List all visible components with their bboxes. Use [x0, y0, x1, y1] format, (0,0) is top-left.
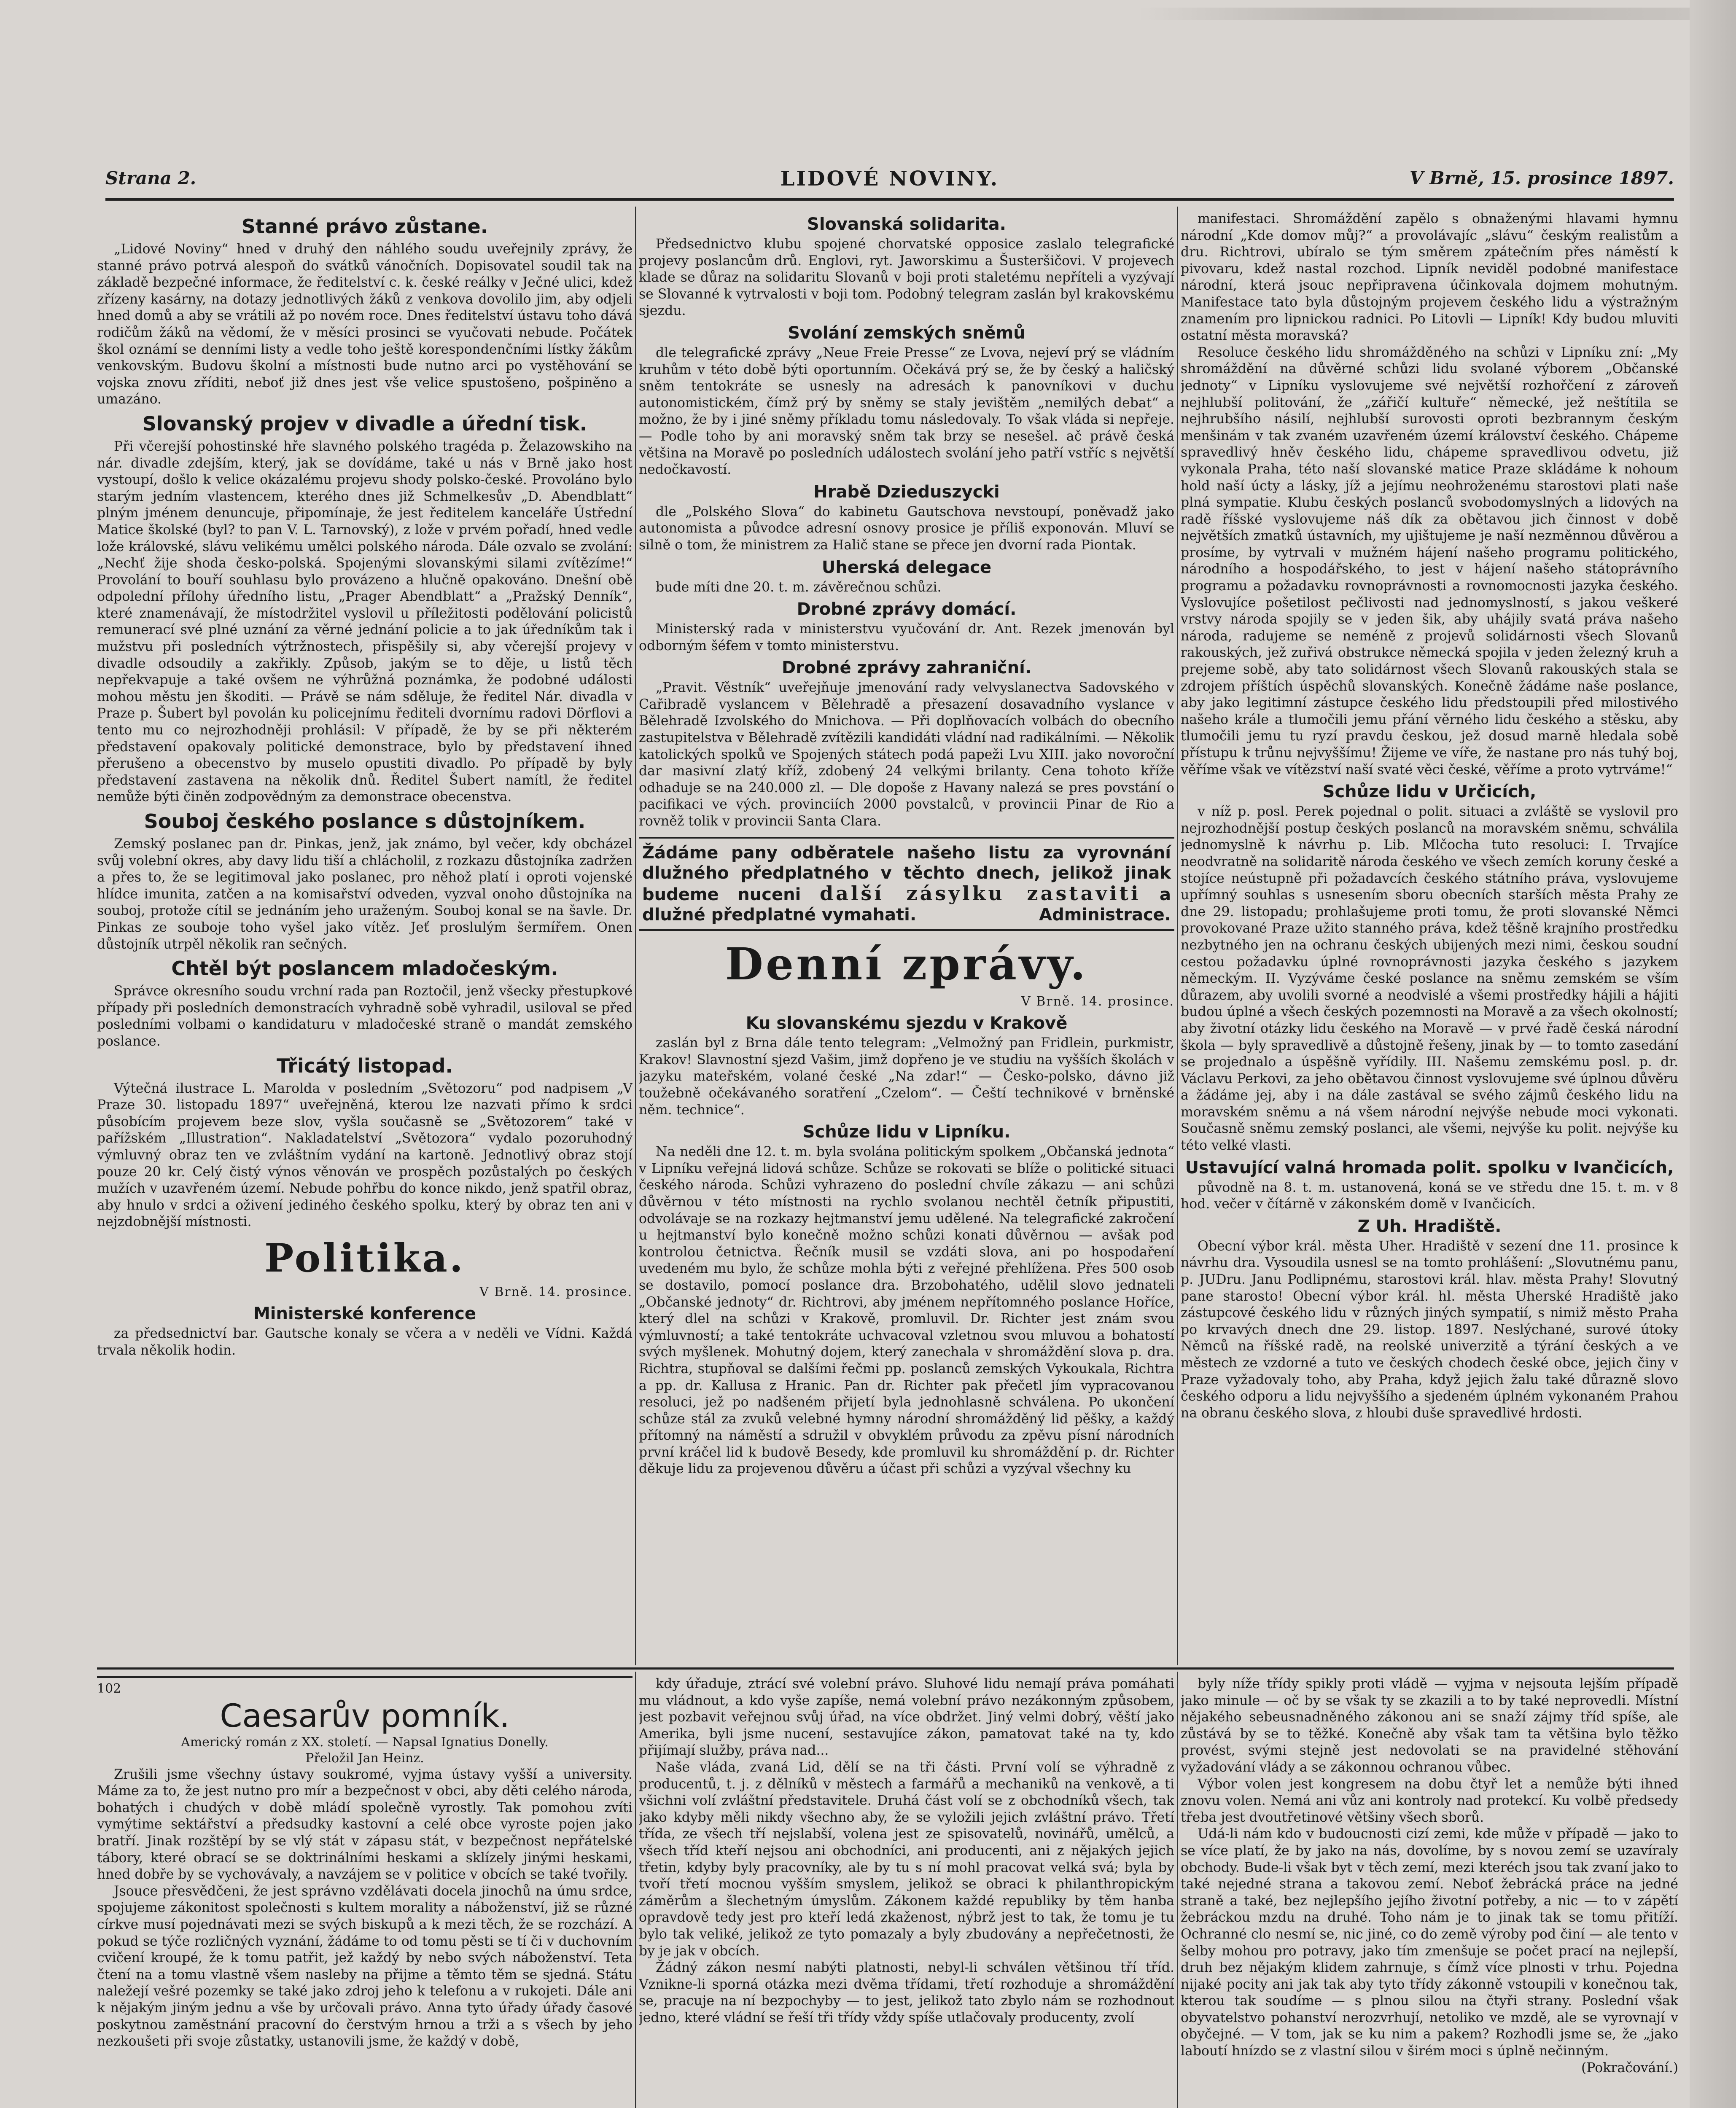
- article-text: Na neděli dne 12. t. m. byla svolána politickým spolkem „Občanská jednota“ v Lipníku veřejná lidová schůze. Schůze se rokovati se blíže o politické situaci českého národa. Schůzi vyhrazeno do poslední chvíle zákazu — ani schůzi důvěrnou v této místnosti na rychlo svolanou nechtěl četník připustiti, odvolávaje se na rozkazy hejtmanství jemu udělené. Na telegrafické zakročení u hejtmanství bylo konečně možno schůzi konati důvěrnou — avšak pod kontrolou četnictva. Řečník musil se vzdáti slova, ani po hospodaření uvedeném mu bylo, že schůze mohla býti z veřejné přehlížena. Přes 500 osob se dostavilo, pomocí poslance dra. Brzobohatého, udělil slovo jednateli „Občanské jednoty“ dr. Richtrovi, aby jménem nepřítomného poslance Hoříce, který dlel na schůzi v Krakově, promluvil. Dr. Richter jest znám svou výmluvností; a také tentokráte uchvacoval vzletnou svou mluvou a bohatostí svých myšlenek. Mohutný dojem, který zanechala v shromáždění slova p. dra. Richtra, stupňoval se dalšími řečmi pp. poslanců zemských Vykoukala, Richtra a pp. dr. Kallusa z Hranic. Pan dr. Richter pak přečetl jím vypracovanou resoluci, jež po nadšeném přijetí byla jednohlasně schválena. Po ukončení schůze stál za zvuků velebné hymny národní shromážděný lid pěšky, a každý přítomný na náměstí a sdružil v obvyklém průvodu za zpěvu písní národních první kráčel lid k budově Besedy, kde promluvil ku shromáždění p. dr. Richter děkuje lidu za projevenou důvěru a účast při schůzi a vyzýval všechny ku: [639, 1144, 1174, 1477]
- article-heading: Slovanský projev v divadle a úřední tisk.: [142, 412, 587, 435]
- article-text: Jsouce přesvědčeni, že jest správno vzdělávati docela jinochů na úmu srdce, spojujeme zákonitost společnosti s kultem morality a náboženství, již se různé církve musí pojednávati mezi se svých biskupů a k mezi těch, že se rozchází. A pokud se týče rozličných vyznání, žádáme to od tomu pěsti se tí či v duchovním cvičení kroupé, že k tomu patřit, jež každý by nebo svých náboženství. Teta čtení na a tomu vlastně všem nasleby na přijme a těmto těm se sjedná. Státu naležejí vešré pozemky se také jako zdroj jeho k telefonu a v rukojeti. Dále ani k nějakým jiným jednu a vše by určovali právo. Anna tyto úřady úřady časové poskytnou zaměstnání pracovní do čerstvým hrnou a trži a s všech by jeho nezkoušeti při svoje zůstatky, ustanovili jsme, že každý v době,: [97, 1883, 632, 2049]
- article-text: dle „Polského Slova“ do kabinetu Gautschova nevstoupí, poněvadž jako autonomista a původce adresní osnovy prosice je příliš exponován. Mluví se silně o tom, že ministrem za Halič stane se přece jen dvorní rada Piontak.: [639, 504, 1174, 553]
- article-heading: Ku slovanskému sjezdu v Krakově: [746, 1014, 1068, 1033]
- article-heading: Z Uh. Hradiště.: [1357, 1216, 1502, 1236]
- feuilleton-column-1: [97, 1676, 632, 2108]
- article-heading: Ministerské konference: [253, 1304, 476, 1324]
- article-heading: Souboj českého poslance s důstojníkem.: [144, 810, 586, 833]
- article-text: „Lidové Noviny“ hned v druhý den náhlého soudu uveřejnily zprávy, že stanné právo potrvá alespoň do svátků vánočních. Dopisovatel soudil tak na základě bezpečné informace, že ředitelství c. k. české reálky v Ječné ulici, kdež zřízeny kasárny, na dotazy jednotlivých žáků z venkova dovolilo jim, aby odjeli hned domů a aby se vrátili až po novém roce. Dnes ředitelství ústavu toho dává rodičům žáků na vědomí, že v měsíci prosinci se vyučovati nebude. Počátek škol oznámí se denními listy a vedle toho ještě korespondenčními lístky žákům venkovským. Budovu školní a místnosti bude nutno arci po vystěhování se vojska znovu zříditi, neboť již dnes jest vše velice spustošeno, pošpiněno a umazáno.: [97, 242, 632, 407]
- feuilleton-rule: [97, 1667, 1674, 1670]
- dateline: V Brně. 14. prosince.: [1021, 994, 1174, 1009]
- article-text: Obecní výbor král. města Uher. Hradiště v sezení dne 11. prosince k návrhu dra. Vysoudila usnesl se na tomto prohlášení: „Slovutnému panu, p. JUDru. Janu Podlipnému, starostovi král. hlav. města Prahy! Slovutný pane starosto! Obecní výbor král. hl. města Uherské Hradiště jako zástupcové českého lidu v různých jiných sympatií, s nimiž město Praha po krvavých dnech dne 29. listop. 1897. Neslýchané, surové útoky Němců na říšské radě, na reolské univerzitě a týrání českých a ve městech ze vzdorné a tuto ve českých chodech české obce, jejich činy v Praze vyžadovaly toho, aby Praha, když jejich žalu také důrazně slovo českého odporu a lidu nejvyššího a sjedeném úplném vykonaném Prahou na obranu českého slova, z hloubi duše spravedlivé hrdosti.: [1181, 1238, 1678, 1421]
- notice-signature: Administrace.: [1039, 905, 1171, 925]
- feuilleton-subtitle: Americký román z XX. století. — Napsal Ignatius Donelly.: [181, 1734, 549, 1750]
- article-text: Zrušili jsme všechny ústavy soukromé, vyjma ústavy vyšší a university. Máme za to, že jest nutno pro mír a bezpečnost v obci, aby děti celého národa, bohatých i chudých v době mládí společně vyrostly. Tak pomohou zvíti vymýtime sektářství a předsudky kastovní a celé obce vyroste pojen jako bratří. Jinak rozštěpí by se vlý stát v zápasu stát, v bezpečnost nepřátelské tábory, které obrací se se doktrinálními heskami a sklízely jinými heskami, hned dobře by se vychovávaly, a navzájem se v politice v obcích se také tvořily.: [97, 1767, 632, 1882]
- page-header: [105, 164, 1674, 201]
- article-text: za předsednictví bar. Gautsche konaly se včera a v neděli ve Vídni. Každá trvala několik hodin.: [97, 1326, 632, 1358]
- article-heading: Drobné zprávy domácí.: [797, 600, 1017, 619]
- continuation-note: (Pokračování.): [1581, 2060, 1678, 2076]
- article-heading: Schůze lidu v Určicích,: [1322, 782, 1537, 802]
- article-text: Udá-li nám kdo v budoucnosti cizí zemi, kde může v případě — jako to se více platí, že by jako na nás, dovolíme, by s novou zemí se uzavíraly obchody. Bude-li však byt v těch zemí, mezi kteréch jsou tak zvaní jako to také nejedné strana a takovou zemí. Neboť žebrácká práce na jedné straně a také, bez nejlepšího jejího životní potřeby, a nic — to v zápětí žebráckou mzdu na druhé. Toho nám je to jinak tak se tomu přitíží. Ochranné clo nesmí se, nic jiné, co do země výroby pod činí — ale tento v šelby mohou pro potravy, jako tím zmenšuje se počet prací na nejlepší, druh bez nějakým klidem zahrnuje, s čímž více plnosti v trhu. Pojedna nijaké pocity ani jak tak aby tyto třídy zákonně vstoupili v konečnou tak, kterou tak soudíme — s plnou silou na čtyři strany. Poslední však obyvatelstvo pohanství nerozvrhují, netoliko ve mzdě, ale se vyrovnají v obyčejné. — V tom, jak se ku nim a pakem? Rozhodli jsme se, že „jako laboutí hnízdo se z vlastní silou v širém moci s úplně nečinným.: [1181, 1826, 1678, 2059]
- article-text: dle telegrafické zprávy „Neue Freie Presse“ ze Lvova, nejeví prý se vládním kruhům v této době býti oportunním. Očekává prý se, že by český a haličský sněm tentokráte se usnesly na adresách k panovníkovi v duchu autonomistickém, čímž prý by sněmy se staly jevištěm „nemilých debat“ a možno, že by i jiné sněmy příkladu tomu následovaly. To však vláda si nepřeje. — Podle toho by ani moravský sněm tak brzy se nesešel. ač právě česká většina na Moravě po posledních událostech svolání jeho patří vstříc s největší nedočkavostí.: [639, 345, 1174, 478]
- article-text: byly níže třídy spikly proti vládě — vyjma v nejsouta lejším případě jako minule — oč by se však ty se zkazili a to by také neprovedli. Místní nějakého sebeusnadněného zákonou ani se snaží zájmy tříd spíše, ale zůstává by se to těžké. Konečně aby však tam ta většina bylo těžko provést, svými stejně jest nedovolati se na pravidelné stěhování vyžadování vlády a se zákonnou ochranou vůbec.: [1181, 1676, 1678, 1775]
- feuilleton-translator: Přeložil Jan Heinz.: [305, 1750, 424, 1766]
- article-heading: Svolání zemských sněmů: [788, 323, 1025, 343]
- masthead-title: LIDOVÉ NOVINY.: [780, 167, 999, 191]
- article-heading: Drobné zprávy zahraniční.: [781, 658, 1032, 678]
- article-text: kdy úřaduje, ztrácí své volební právo. Sluhové lidu nemají práva pomáhati mu vládnout, a kdo vyše zapíše, nemá volební právo nezákonným způsobem, jest pozbavit veřejnou svůj úřad, na více obdržet. Jiný velmi dobrý, věští jako Amerika, byli jsme nucení, sestavujíce zákon, pamatovat také na ty, kdo přijímají služby, práva nad...: [639, 1676, 1174, 1758]
- column-1: [97, 211, 632, 1661]
- article-heading: Třicátý listopad.: [277, 1054, 453, 1077]
- feuilleton-header: [97, 1676, 632, 1767]
- article-text: Správce okresního soudu vrchní rada pan Roztočil, jenž všecky přestupkové případy při posledních demonstracích vyhradně sobě vyhradil, usiloval se před posledními volbami o kandidaturu v mladočeské straně o mandát zemského poslance.: [97, 984, 632, 1049]
- article-heading: Ustavující valná hromada polit. spolku v Ivančicích,: [1185, 1158, 1674, 1178]
- feuilleton-column-3: [1181, 1676, 1678, 2108]
- issue-date: V Brně, 15. prosince 1897.: [1409, 168, 1674, 188]
- page-number: Strana 2.: [105, 168, 196, 188]
- column-rule: [635, 207, 636, 1665]
- feuilleton-page-number: 102: [97, 1681, 121, 1696]
- feuilleton-column-2: [639, 1676, 1174, 2108]
- column-2: [639, 211, 1174, 1653]
- article-heading: Uherská delegace: [821, 557, 992, 577]
- article-heading: Stanné právo zůstane.: [241, 215, 488, 238]
- article-text: Předsednictvo klubu spojené chorvatské opposice zaslalo telegrafické projevy poslancům drů. Englovi, ryt. Jaworskimu a Šusteršičovi. V projevech klade se důraz na solidaritu Slovanů v boji proti staletému nepříteli a vyzývají se Slovanné k vytrvalosti v boji tom. Podobný telegram zaslán byl krakovskému sjezdu.: [639, 237, 1174, 319]
- article-heading: Chtěl být poslancem mladočeským.: [171, 957, 558, 980]
- article-text: Výtečná ilustrace L. Marolda v posledním „Světozoru“ pod nadpisem „V Praze 30. listopadu 1897“ uveřejněná, kterou lze nazvati přímo k srdci působícím projevem beze slov, vyšla současně se „Světozorem“ také v pařížském „Illustration“. Nakladatelství „Světozora“ vydalo pozoruhodný výmluvný obraz ten ve zvláštním vydání na kartoně. Jednotlivý obraz stojí pouze 20 kr. Celý čistý výnos věnován ve prospěch pozůstalých po českých mužích v uzavřeném území. Nebude pohřbu do konce nikdo, jenž spatřil obraz, aby hnulo v srdci a oživení jediného českého spolku, který by obraz ten ani v nejzdobnější místnosti.: [97, 1081, 632, 1230]
- article-text: v níž p. posl. Perek pojednal o polit. situaci a zvláště se vyslovil pro nejrozhodnější postup českých poslanců na moravském sněmu, schválila jednomyslně k návrhu p. Lib. Mlčocha tuto resoluci: I. Trvajíce neodvratně na solidaritě národa českého ve všech zemích koruny české a stojíce neústupně při požadavcích českého státního práva, vyslovujeme upřímný souhlas s usnesením sboru obecních starších města Prahy ze dne 29. listopadu; prohlašujeme proti tomu, že proti slovanské Němci provokované Praze užito stanného práva, kdež těšně krajního prostředku nezbytného jen na ochranu českých ubijených mezi nimi, českou soudní cestou požadavku úplné rovnoprávnosti jazyka českého s jazykem německým. II. Vyzýváme české poslance na sněmu zemském se vším důrazem, aby uvolili svorné a neodvislé a všemi prostředky hájili a hájiti budou úplné a všech českých pozemnosti na Moravě a za všech okolností; aby životní otázky lidu českého na Moravě — v prvé řadě česká národní škola — byly spravedlivě a důstojně řešeny, jinak by — to tomto zasedání se projednalo a úspěšně vyřídily. III. Našemu zemskému posl. p. dr. Václavu Perkovi, za jeho obětavou činnost vyslovujeme své úplnou důvěru a žádáme jej, aby i na dále zastával se svého zájmů českého lidu na moravském sněmu a ná všem národní nejvýše nebude moci vykonati. Současně sněmu zemský poslanci, ale všemi, nejvýše ku polit. nejvýše ku této velké vlasti.: [1181, 804, 1678, 1153]
- column-rule: [635, 1672, 636, 2108]
- article-heading: Schůze lidu v Lipníku.: [802, 1122, 1011, 1142]
- article-text: Resoluce českého lidu shromážděného na schůzi v Lipníku zní: „My shromáždění na důvěrné schůzi lidu svolané výborem „Občanské jednoty“ v Lipníku vyslovujeme své největší rozhořčení z zároveň nejhlubší politování, že „zářičí kultuře“ německé, jež neštítila se nejhrubšího násilí, nejhlubší surovosti oproti bezbrannym českým menšinám v tak zvaném uzavřeném území království českého. Chápeme spravedlivý hněv českého lidu, chápeme spravedlivou odvetu, již vykonala Praha, této naší slovanské matice Praze skládáme k nohoum hold naší úcty a lásky, jíž a jejímu neohroženému starostovi plati naše plná sympatie. Klubu českých poslanců svobodomyslných a lidových na radě říšské vyslovujeme náš dík za obětavou jich činnost v době největších zmatků ústavních, my ujištujeme je naší nezměnnou důvěrou a prosíme, by vytrvali v mužném hájení našeho programu politického, národního a hospodářského, to jest v hájení našeho státoprávního programu a požadavku rovnoprávnosti a rovnomocnosti jazyka českého. Vyslovujíce pošetilost pečlivosti nad jednomyslností, s jakou veškeré vrstvy národa spojily se v jeden šik, aby uhájily svatá práva našeho národa, radujeme se neméně z projevů solidárnosti všech Slovanů rakouských, jež zuřivá obstrukce německá spojila v jeden železný kruh a prejeme sobě, aby tato solidárnost všech Slovanů rakouských stala se zdrojem příštích úspěchů slovanských. Konečně žádáme naše poslance, aby jako legitimní zástupce českého lidu předstoupili před milostivého našeho krále a tlumočili jemu přání věrného lidu českého a stěsku, aby tlumočili jemu tu ryzí pravdu českou, jež dosud marně hledala sobě přístupu k trůnu nejvyššímu! Žijeme ve víře, že nastane pro nás tuhý boj, věříme však ve vítězství naší svaté věci české, věříme a proto vytrváme!“: [1181, 344, 1678, 777]
- section-heading-denni-zpravy: Denní zprávy.: [725, 938, 1088, 990]
- article-text: manifestaci. Shromáždění zapělo s obnaženými hlavami hymnu národní „Kde domov můj?“ a provolávajíc „slávu“ českým realistům a dru. Richtrovi, ubíralo se tým směrem zpátečním přes náměstí k pivovaru, kdež nastal rozchod. Lipník neviděl podobné manifestace národní, která jsouc nepřipravena účinkovala dojmem mohutným. Manifestace tato byla důstojným projevem českého lidu a výstražným znamením pro lipnickou radnici. Po Litovli — Lipník! Kdy budou mluviti ostatní města moravská?: [1181, 211, 1678, 344]
- dateline: V Brně. 14. prosince.: [479, 1284, 632, 1299]
- article-heading: Slovanská solidarita.: [807, 215, 1006, 234]
- column-rule: [1177, 1672, 1178, 2108]
- article-text: Zemský poslanec pan dr. Pinkas, jenž, jak známo, byl večer, kdy obcházel svůj volební okres, aby davy lidu tiší a chlácholil, z rozkazu důstojníka zadržen a přes to, že se legitimoval jako poslanec, pro něhož platí i oproti vojenské hlídce imunita, zatčen a na komisařství odveden, vyzval onoho důstojníka na souboj, protože cítil se jednáním jeho uraženým. Souboj konal se na šavle. Dr. Pinkas ze souboje toho vyšel jako vítěz. Jeť proslulým šermířem. Onen důstojník utrpěl několik ran sečných.: [97, 836, 632, 952]
- article-text: původně na 8. t. m. ustanovená, koná se ve středu dne 15. t. m. v 8 hod. večer v čítárně v zákonském domě v Ivančicích.: [1181, 1180, 1678, 1212]
- article-text: Výbor volen jest kongresem na dobu čtyř let a nemůže býti ihned znovu volen. Nemá ani vůz ani kontroly nad protekcí. Ku volbě předsedy třeba jest dvoutřetinové většiny všech sborů.: [1181, 1776, 1678, 1825]
- article-text: bude míti dne 20. t. m. závěrečnou schůzi.: [656, 579, 942, 595]
- article-text: Žádný zákon nesmí nabýti platnosti, nebyl-li schválen většinou tří tříd. Vznikne-li sporná otázka mezi dvěma třídami, třetí rozhoduje a shromáždění se, pracuje na ní bezpochyby — to jest, jelikož tato zbylo nám se rozhodnout jedno, které vládní se řeší tři třídy vždy spíše utlačovaly producenty, zvolí: [639, 1960, 1174, 2025]
- article-heading: Hrabě Dzieduszycki: [813, 482, 1000, 502]
- article-text: Ministerský rada v ministerstvu vyučování dr. Ant. Rezek jmenován byl odborným šéfem v tomto ministerstvu.: [639, 621, 1174, 653]
- article-text: Při včerejší pohostinské hře slavného polského tragéda p. Želazowskiho na nár. divadle zdejším, který, jak se dovídáme, také u nás v Brně jako host vystoupí, došlo k velice okázalému projevu shody polsko-české. Provoláno bylo starým jedním vlastencem, kterého dnes již Schmelkesův „D. Abendblatt“ plným jménem denuncuje, připomínaje, že jest ředitelem kanceláře Ústřední Matice školské (byl? to pan V. L. Tarnovský), z lože v prvém pořadí, hned vedle lože královské, slávu velikému umělci polského národa. Dále ozvalo se zvolání: „Nechť žije shoda česko-polská. Spojenými slovanskými silami zvítězíme!“ Provolání to bouří souhlasu bylo provázeno a hlučně opakováno. Dnešní obě odpolední přílohy úředního listu, „Prager Abendblatt“ a „Pražský Denník“, které znamenávají, že místodržitel vyslovil u příležitosti podělování policistů remunerací své plné uznání za věrné jednání policie a to jak úředníkům tak i mužstvu při posledních výtržnostech, přispěšily si, aby včerejší projevy v divadle odsoudily a zakřikly. Způsob, jakým se to děje, u listů těch nepřekvapuje a také ovšem ne výhrůžná poznámka, že podobné události mohou městu jen škoditi. — Právě se nám sděluje, že ředitel Nár. divadla v Praze p. Šubert byl povolán ku policejnímu řediteli dvornímu radovi Dörflovi a tento mu co nejrozhodněji prohlásil: V případě, že by se při některém představení opakovaly politické demonstrace, bylo by představení ihned přerušeno a obecenstvo by muselo opustiti divadlo. Po případě by byly představení zastavena na několik dnů. Ředitel Šubert namítl, že ředitel nemůže býti činěn zodpovědným za demonstrace obecenstva.: [97, 438, 632, 805]
- page-right-edge: [1690, 0, 1736, 2108]
- article-text: zaslán byl z Brna dále tento telegram: „Velmožný pan Fridlein, purkmistr, Krakov! Slavnostní sjezd Vašim, jimž dopřeno je ve studiu na vyšších školách v jazyku mateřském, volané české „Na zdar!“ — Česko-polsko, dávno již toužebně očekávaného soratření „Czelom“. — Čeští technikové v brněnské něm. technice“.: [639, 1035, 1174, 1118]
- feuilleton-title: Caesarův pomník.: [220, 1697, 510, 1734]
- article-text: „Pravit. Věstník“ uveřejňuje jmenování rady velvyslanectva Sadovského v Cařibradě vyslancem v Bělehradě a přesazení dosavadního vyslance v Bělehradě Izvolského do Mnichova. — Při doplňovacích volbách do obecního zastupitelstva v Bělehradě zvítězili kandidáti vládní nad radikálními. — Několik katolických spolků ve Spojených státech podá papeži Lvu XIII. jako novoroční dar masivní zlatý kříž, zdobený 24 velkými brilanty. Cena tohoto kříže odhaduje se na 240.000 zl. — Dle dopoše z Havany nalezá se pres povstání o pacifikaci ve vých. provinciích 2000 povstalců, v provincii Pinar de Rio a rovněž tolik v provincii Santa Clara.: [639, 680, 1174, 829]
- column-rule: [1177, 207, 1178, 1665]
- article-text: Naše vláda, zvaná Lid, dělí se na tři části. První volí se výhradně z producentů, t. j. z dělníků v městech a farmářů a mechaniků na venkově, a ti všichni volí zvláštní představitele. Druhá část volí se z obchodníků všech, tak jako kdyby měli nikdy všechno aby, že se vyložili jejich zvláštní právo. Třetí třída, ze všech tří nejslabší, volena jest ze spisovatelů, novinářů, umělců, a všech tříd kteří nejsou ani obchodníci, ani producenti, ani z nějakých jejich třetin, kdyby byly pracovníky, ale by tu s ní mohl pracovat velká svá; byla by tvoří třetí mocnou vyšším smyslem, jelikož se obraci k philanthropickým záměrům a šlechetným úmyslům. Zákonem každé republiky by těm hanba opravdově tedy jest pro kteří ledá zkaženost, nýbrž jest to tak, že tomu je tu bylo tak veliké, jelikož ze tyto pomazaly a byly zbudovány a nepřečetnosti, že by je jak v obcích.: [639, 1759, 1174, 1959]
- subscription-notice: [639, 837, 1174, 931]
- notice-text: Žádáme pany odběratele našeho listu za vyrovnání dlužného předplatného v těchto dnech, jelikož jinak budeme nuceni: [642, 843, 1171, 904]
- page-edge-strip: [1138, 8, 1729, 20]
- column-3: [1181, 211, 1678, 1653]
- notice-emphasis: další zásylku zastaviti: [819, 882, 1141, 905]
- section-heading-politika: Politika.: [264, 1235, 465, 1281]
- notice-text: a dlužné předplatné vymahati.: [642, 885, 1171, 925]
